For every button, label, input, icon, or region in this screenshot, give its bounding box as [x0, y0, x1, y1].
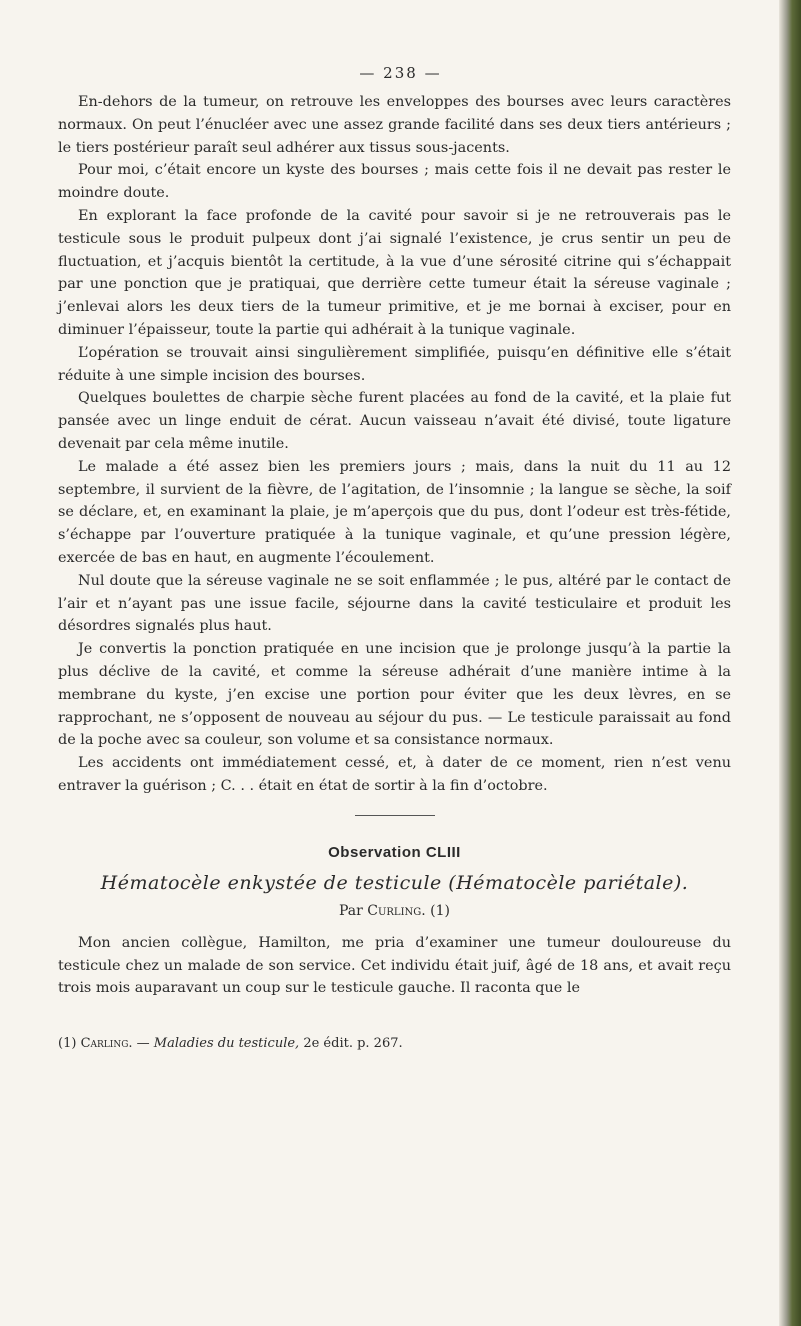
author-name: Curling.	[367, 902, 426, 919]
paragraph: Je convertis la ponction pratiquée en une incision que je prolonge jusqu’à la partie la plus déclive de la cavité, et comme la séreuse adhérait d’une manière intime à la membrane du kyste, j’en excise une portion pour éviter que les deux lèvres, en se rapprochant, ne s’opposent de nouveau au séjour du pus. — Le testicule paraissait au fond de la poche avec sa couleur, son volume et sa consistance normaux.	[58, 641, 731, 749]
page-edge-shadow	[779, 0, 801, 1326]
paragraph: Le malade a été assez bien les premiers jours ; mais, dans la nuit du 11 au 12 septembre, il survient de la fièvre, de l’agitation, de l’insomnie ; la langue se sèche, la soif se déclare, et, en examinant la plaie, je m’aperçois que du pus, dont l’odeur est très-fétide, s’échappe par l’ouverture pratiquée à la tunique vaginale, et qu’une pression légère, exercée de bas en haut, en augmente l’écoulement.	[58, 458, 731, 566]
paragraph: Pour moi, c’était encore un kyste des bourses ; mais cette fois il ne devait pas rester le moindre doute.	[58, 162, 731, 202]
paragraph: En explorant la face profonde de la cavité pour savoir si je ne retrouverais pas le testicule sous le produit pulpeux dont j’ai signalé l’existence, je crus sentir un peu de fluctuation, et j’acquis bientôt la certitude, à la vue d’une sérosité citrine qui s’échappait par une ponction que je pratiquai, que derrière cette tumeur était la séreuse vaginale ; j’enlevai alors les deux tiers de la tumeur primitive, et je me bornai à exciser, pour en diminuer l’épaisseur, toute la partie qui adhérait à la tunique vaginale.	[58, 207, 731, 338]
paragraph: Quelques boulettes de charpie sèche furent placées au fond de la cavité, et la plaie fut pansée avec un linge enduit de cérat. Aucun vaisseau n’avait été divisé, toute ligature devenait par cela même inutile.	[58, 390, 731, 452]
paragraph: L’opération se trouvait ainsi singulièrement simplifiée, puisqu’en définitive elle s’était réduite à une simple incision des bourses.	[58, 344, 731, 384]
page-number: — 238 —	[359, 64, 442, 82]
footnote-marker: (1)	[58, 1036, 77, 1051]
paragraph: Nul doute que la séreuse vaginale ne se soit enflammée ; le pus, altéré par le contact de l’air et n’ayant pas une issue facile, séjourne dans la cavité testiculaire et produit les désordres signalés plus haut.	[58, 572, 731, 635]
footnote-author: Carling.	[80, 1036, 133, 1051]
body-text	[58, 91, 731, 1000]
footnote-title: Maladies du testicule,	[153, 1036, 300, 1051]
paragraph: En-dehors de la tumeur, on retrouve les enveloppes des bourses avec leurs caractères normaux. On peut l’énucléer avec une assez grande facilité dans ses deux tiers antérieurs ; le tiers postérieur paraît seul adhérer aux tissus sous-jacents.	[58, 94, 731, 156]
observation-title: Observation CLIII	[328, 843, 461, 861]
observation-subtitle: Hématocèle enkystée de testicule (Hématocèle pariétale).	[100, 871, 689, 894]
footnote-edition: 2e édit. p. 267.	[303, 1036, 403, 1051]
observation-paragraph: Mon ancien collègue, Hamilton, me pria d’examiner une tumeur douloureuse du testicule chez un malade de son service. Cet individu était juif, âgé de 18 ans, et avait reçu trois mois auparavant un coup sur le testicule gauche. Il raconta que le	[58, 934, 731, 997]
paragraph: Les accidents ont immédiatement cessé, et, à dater de ce moment, rien n’est venu entraver la guérison ; C. . . était en état de sortir à la fin d’octobre.	[58, 755, 731, 794]
footnote	[58, 1034, 731, 1054]
section-divider	[355, 815, 435, 816]
observation-author	[58, 900, 731, 922]
footnote-dash: —	[136, 1036, 150, 1051]
author-prefix: Par	[338, 902, 363, 919]
footnote-ref: (1)	[430, 902, 451, 919]
